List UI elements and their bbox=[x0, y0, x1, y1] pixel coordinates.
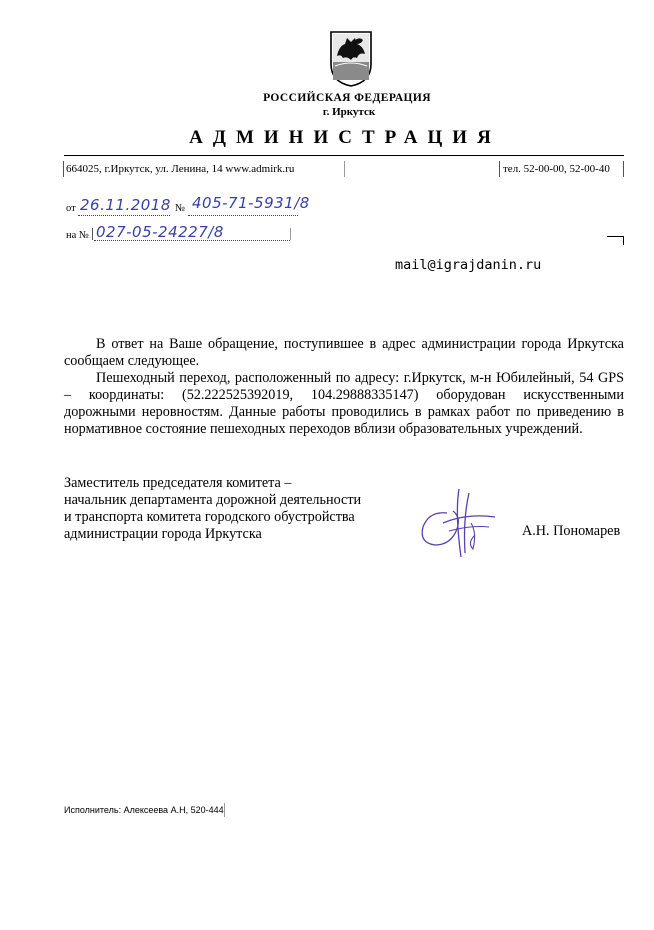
irkutsk-coat-of-arms-icon bbox=[329, 30, 373, 88]
number-underline bbox=[188, 215, 298, 216]
addressee-corner-mark bbox=[607, 236, 624, 245]
city-heading: г. Иркутск bbox=[322, 106, 376, 118]
body-paragraph: Пешеходный переход, расположенный по адресу: г.Иркутск, м-н Юбилейный, 54 GPS – координаты: (52.222525392019, 104.29888335147) оборудован искусственными дорожными неровностям. Данные работы проводились в рамках работ по приведению в нормативное состояние пешеходных переходов вблизи образовательных учреждений. bbox=[64, 370, 624, 437]
reply-frame-left bbox=[92, 228, 93, 240]
header-divider bbox=[64, 155, 624, 156]
organization-heading: АДМИНИСТРАЦИЯ bbox=[189, 127, 501, 148]
signatory-position bbox=[64, 475, 394, 543]
reply-label: на № bbox=[66, 230, 89, 241]
reply-frame-right bbox=[290, 228, 291, 240]
date-label: от bbox=[66, 203, 76, 214]
date-underline bbox=[78, 215, 170, 216]
number-label: № bbox=[175, 203, 186, 214]
reply-handwritten: 027-05-24227/8 bbox=[96, 223, 224, 241]
position-line: и транспорта комитета городского обустройства bbox=[64, 509, 355, 525]
country-heading: РОССИЙСКАЯ ФЕДЕРАЦИЯ bbox=[263, 92, 431, 104]
executor-frame-right bbox=[224, 803, 225, 817]
body-paragraph: В ответ на Ваше обращение, поступившее в адрес администрации города Иркутска сообщаем следующее. bbox=[64, 336, 624, 369]
letter-body bbox=[64, 336, 624, 438]
address-frame-left bbox=[63, 161, 64, 177]
date-handwritten: 26.11.2018 bbox=[80, 196, 171, 214]
phone-frame-right bbox=[623, 161, 624, 177]
address-frame-right bbox=[344, 161, 345, 177]
position-line: Заместитель председателя комитета – bbox=[64, 475, 292, 491]
executor-line: Исполнитель: Алексеева А.Н, 520-444 bbox=[64, 805, 224, 815]
phone-frame-left bbox=[499, 161, 500, 177]
recipient-email: mail@igrajdanin.ru bbox=[395, 257, 542, 273]
position-line: начальник департамента дорожной деятельности bbox=[64, 492, 362, 508]
number-handwritten: 405-71-5931/8 bbox=[192, 194, 310, 212]
phone-line: тел. 52-00-00, 52-00-40 bbox=[503, 163, 610, 175]
address-line: 664025, г.Иркутск, ул. Ленина, 14 www.admirk.ru bbox=[66, 163, 295, 175]
handwritten-signature bbox=[415, 483, 500, 561]
position-line: администрации города Иркутска bbox=[64, 526, 262, 542]
signatory-name: А.Н. Пономарев bbox=[522, 523, 621, 539]
